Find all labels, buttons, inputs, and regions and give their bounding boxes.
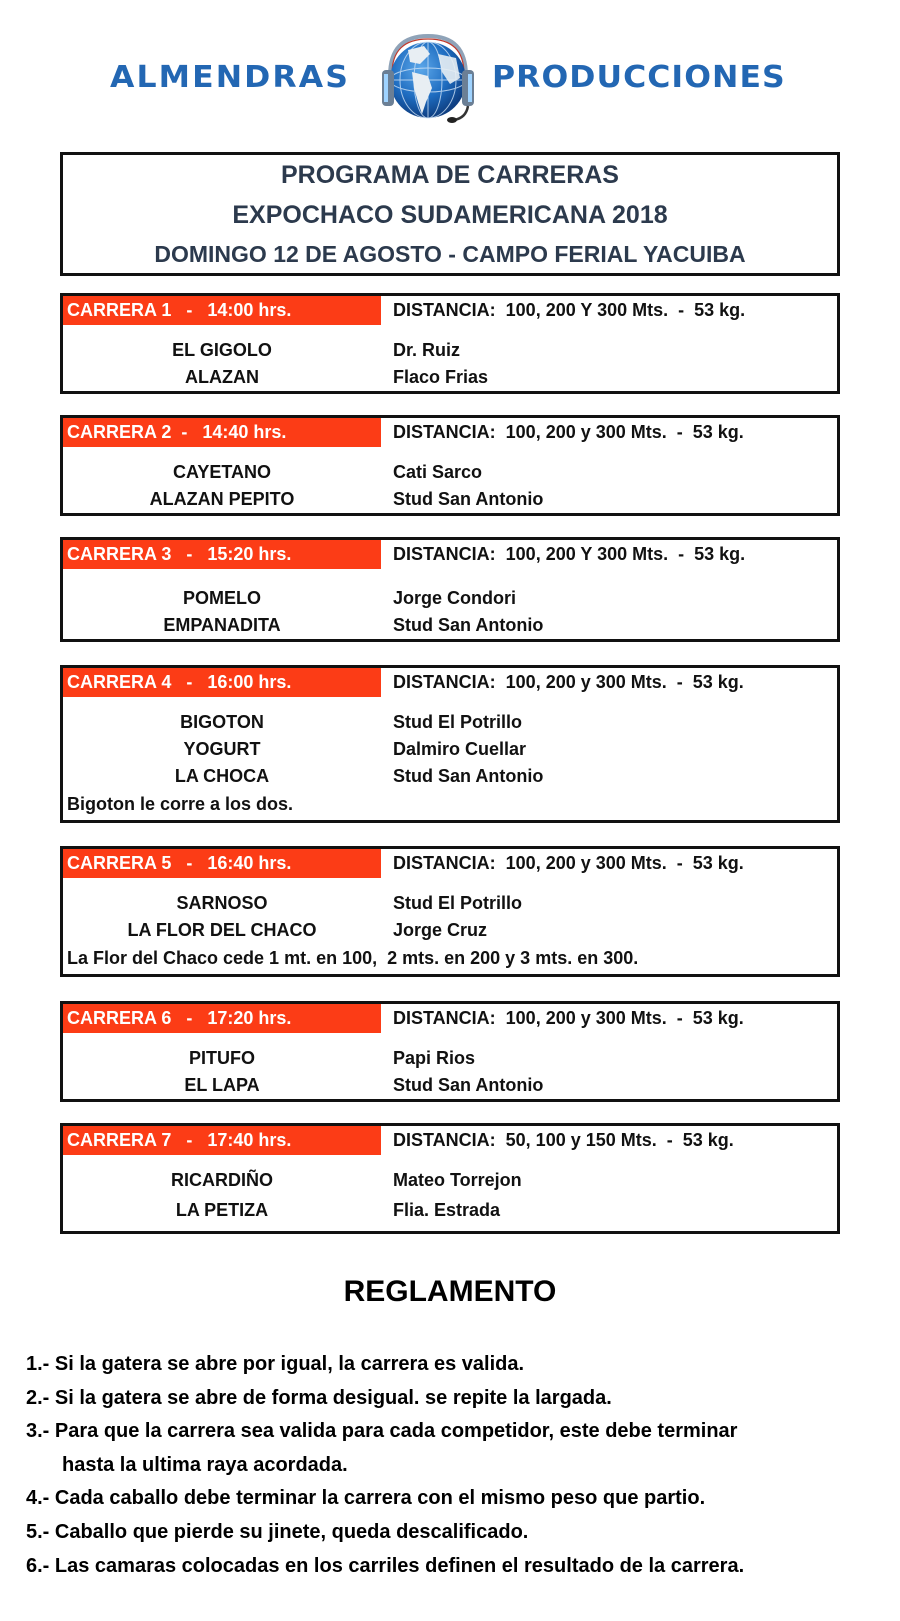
owner-name: Stud San Antonio bbox=[393, 1075, 544, 1095]
race-note: La Flor del Chaco cede 1 mt. en 100, 2 mts. en 200 y 3 mts. en 300. bbox=[67, 948, 639, 968]
runner-row bbox=[63, 736, 837, 763]
race-card-6 bbox=[60, 1001, 840, 1102]
runner-row bbox=[63, 763, 837, 790]
brand-logo bbox=[0, 32, 900, 124]
race-distance: DISTANCIA: 50, 100 y 150 Mts. - 53 kg. bbox=[393, 1130, 734, 1150]
horse-name: ALAZAN PEPITO bbox=[149, 489, 295, 509]
rule-item: 2.- Si la gatera se abre de forma desigual. se repite la largada. bbox=[26, 1386, 612, 1409]
rules-title: REGLAMENTO bbox=[343, 1275, 557, 1308]
rule-item: 5.- Caballo que pierde su jinete, queda descalificado. bbox=[26, 1520, 529, 1543]
race-distance: DISTANCIA: 100, 200 y 300 Mts. - 53 kg. bbox=[393, 422, 744, 442]
owner-name: Flaco Frias bbox=[393, 367, 489, 387]
owner-name: Flia. Estrada bbox=[393, 1200, 501, 1220]
race-distance: DISTANCIA: 100, 200 y 300 Mts. - 53 kg. bbox=[393, 853, 744, 873]
runner-row bbox=[63, 486, 837, 513]
owner-name: Stud San Antonio bbox=[393, 766, 544, 786]
horse-name: EMPANADITA bbox=[163, 615, 281, 635]
horse-name: EL LAPA bbox=[184, 1075, 260, 1095]
race-header bbox=[63, 668, 837, 697]
runner-list bbox=[63, 1033, 837, 1099]
race-header bbox=[63, 296, 837, 325]
rules-list bbox=[26, 1348, 886, 1583]
owner-name: Cati Sarco bbox=[393, 462, 483, 482]
runner-row bbox=[63, 337, 837, 364]
race-label: CARRERA 2 - 14:40 hrs. bbox=[63, 418, 381, 447]
runner-list bbox=[63, 697, 837, 790]
logo-text-producciones: PRODUCCIONES bbox=[492, 60, 786, 95]
runner-row bbox=[63, 1045, 837, 1072]
race-card-1 bbox=[60, 293, 840, 394]
runner-row bbox=[63, 917, 837, 944]
race-header bbox=[63, 1126, 837, 1155]
race-card-7 bbox=[60, 1123, 840, 1234]
owner-name: Jorge Condori bbox=[393, 588, 517, 608]
rule-item: 4.- Cada caballo debe terminar la carrera con el mismo peso que partio. bbox=[26, 1487, 706, 1510]
race-header bbox=[63, 418, 837, 447]
runner-row bbox=[63, 459, 837, 486]
runner-list bbox=[63, 1155, 837, 1231]
rule-item: 6.- Las camaras colocadas en los carriles definen el resultado de la carrera. bbox=[26, 1554, 745, 1577]
runner-row bbox=[63, 585, 837, 612]
event-date-location: DOMINGO 12 DE AGOSTO - CAMPO FERIAL YACUIBA bbox=[154, 241, 746, 267]
race-label: CARRERA 7 - 17:40 hrs. bbox=[63, 1126, 381, 1155]
runner-row bbox=[63, 612, 837, 639]
horse-name: PITUFO bbox=[189, 1048, 255, 1068]
owner-name: Dr. Ruiz bbox=[393, 340, 461, 360]
horse-name: LA FLOR DEL CHACO bbox=[127, 920, 317, 940]
horse-name: YOGURT bbox=[183, 739, 261, 759]
race-label: CARRERA 1 - 14:00 hrs. bbox=[63, 296, 381, 325]
owner-name: Stud El Potrillo bbox=[393, 893, 522, 913]
race-header bbox=[63, 849, 837, 878]
rule-item-continuation: hasta la ultima raya acordada. bbox=[62, 1453, 348, 1476]
runner-row bbox=[63, 890, 837, 917]
race-label: CARRERA 4 - 16:00 hrs. bbox=[63, 668, 381, 697]
runner-row bbox=[63, 1072, 837, 1099]
logo-text-almendras: ALMENDRAS bbox=[110, 60, 351, 95]
runner-row bbox=[63, 364, 837, 391]
horse-name: CAYETANO bbox=[172, 462, 271, 482]
owner-name: Papi Rios bbox=[393, 1048, 476, 1068]
runner-row bbox=[63, 1197, 837, 1227]
horse-name: RICARDIÑO bbox=[171, 1170, 273, 1190]
program-title: PROGRAMA DE CARRERAS bbox=[281, 161, 619, 189]
runner-list bbox=[63, 878, 837, 944]
owner-name: Dalmiro Cuellar bbox=[393, 739, 527, 759]
horse-name: LA CHOCA bbox=[174, 766, 270, 786]
owner-name: Mateo Torrejon bbox=[393, 1170, 522, 1190]
race-card-5 bbox=[60, 846, 840, 977]
race-distance: DISTANCIA: 100, 200 y 300 Mts. - 53 kg. bbox=[393, 1008, 744, 1028]
race-card-4 bbox=[60, 665, 840, 823]
owner-name: Stud San Antonio bbox=[393, 489, 544, 509]
race-note: Bigoton le corre a los dos. bbox=[67, 794, 294, 814]
race-card-3 bbox=[60, 537, 840, 642]
program-header bbox=[60, 152, 840, 276]
race-label: CARRERA 3 - 15:20 hrs. bbox=[63, 540, 381, 569]
rule-item: 1.- Si la gatera se abre por igual, la carrera es valida. bbox=[26, 1353, 525, 1375]
runner-list bbox=[63, 569, 837, 639]
rule-item: 3.- Para que la carrera sea valida para cada competidor, este debe terminar bbox=[26, 1420, 738, 1443]
runner-list bbox=[63, 325, 837, 391]
horse-name: ALAZAN bbox=[185, 367, 259, 387]
race-distance: DISTANCIA: 100, 200 y 300 Mts. - 53 kg. bbox=[393, 672, 744, 692]
race-card-2 bbox=[60, 415, 840, 516]
event-name: EXPOCHACO SUDAMERICANA 2018 bbox=[232, 201, 668, 229]
runner-row bbox=[63, 1167, 837, 1197]
horse-name: EL GIGOLO bbox=[172, 340, 272, 360]
horse-name: LA PETIZA bbox=[175, 1200, 269, 1220]
globe-headphones-icon bbox=[372, 32, 484, 124]
runner-list bbox=[63, 447, 837, 513]
horse-name: POMELO bbox=[182, 588, 261, 608]
horse-name: BIGOTON bbox=[180, 712, 264, 732]
race-label: CARRERA 5 - 16:40 hrs. bbox=[63, 849, 381, 878]
race-distance: DISTANCIA: 100, 200 Y 300 Mts. - 53 kg. bbox=[393, 544, 746, 564]
owner-name: Stud San Antonio bbox=[393, 615, 544, 635]
race-header bbox=[63, 540, 837, 569]
owner-name: Jorge Cruz bbox=[393, 920, 488, 940]
runner-row bbox=[63, 709, 837, 736]
race-header bbox=[63, 1004, 837, 1033]
race-label: CARRERA 6 - 17:20 hrs. bbox=[63, 1004, 381, 1033]
race-distance: DISTANCIA: 100, 200 Y 300 Mts. - 53 kg. bbox=[393, 300, 746, 320]
horse-name: SARNOSO bbox=[176, 893, 268, 913]
owner-name: Stud El Potrillo bbox=[393, 712, 522, 732]
